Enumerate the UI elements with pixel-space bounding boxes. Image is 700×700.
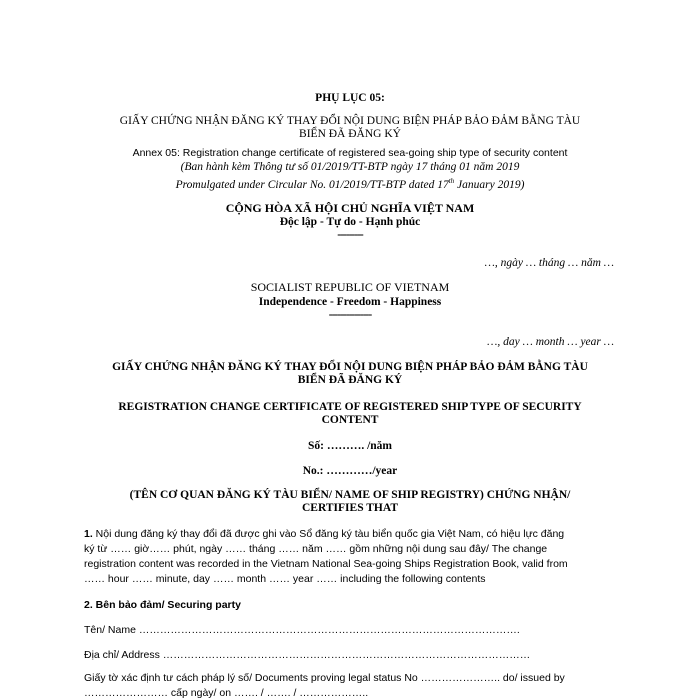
annex-title-en: Annex 05: Registration change certificate of registered sea-going ship type of security content [132,147,568,159]
certificate-title-en-line2: CONTENT [321,414,379,426]
annex-title-vi-line2: BIỂN ĐÃ ĐĂNG KÝ [299,128,401,140]
section2-heading: 2. Bên bảo đảm/ Securing party [84,599,241,611]
section1-line3: registration content was recorded in the Vietnam National Sea-going Ships Registration Book, valid from [84,558,568,570]
issued-note-en: Promulgated under Circular No. 01/2019/TT-BTP dated 17th January 2019) [175,177,525,191]
section1-line1: 1. Nội dung đăng ký thay đổi đã được ghi vào Sổ đăng ký tàu biển quốc gia Việt Nam, có hiệu lực đăng [84,528,565,540]
national-motto-en: Independence - Freedom - Happiness [258,296,442,308]
place-date-en: …, day … month … year … [487,336,614,348]
country-name-en: SOCIALIST REPUBLIC OF VIETNAM [250,280,450,294]
legal-status-line1: Giấy tờ xác định tư cách pháp lý số/ Documents proving legal status No ………………….. do/ issued by [84,672,565,684]
motto-rule-en: --------------- [328,309,372,321]
annex-title-vi-line1: GIẤY CHỨNG NHẬN ĐĂNG KÝ THAY ĐỔI NỘI DUNG BIỆN PHÁP BẢO ĐẢM BẰNG TÀU [119,115,581,127]
issuing-authority-line1: (TÊN CƠ QUAN ĐĂNG KÝ TÀU BIỂN/ NAME OF SHIP REGISTRY) CHỨNG NHẬN/ [129,489,571,501]
national-motto-vi: Độc lập - Tự do - Hạnh phúc [279,216,421,228]
certificate-title-en-line1: REGISTRATION CHANGE CERTIFICATE OF REGISTERED SHIP TYPE OF SECURITY [118,401,582,413]
certificate-title-vi-line2: BIỂN ĐÃ ĐĂNG KÝ [297,374,403,386]
legal-status-line2: …………………… cấp ngày/ on ……. / ……. / ……………….. [84,687,369,699]
certificate-number-vi: Số: ………. /năm [307,440,393,452]
certificate-number-en: No.: …………/year [302,465,398,477]
annex-label-vi: PHỤ LỤC 05: [315,92,385,104]
securing-party-address-field: Địa chỉ/ Address …………………………………………………………………………………………… [84,649,531,661]
issuing-authority-line2: CERTIFIES THAT [302,502,398,514]
certificate-title-vi-line1: GIẤY CHỨNG NHẬN ĐĂNG KÝ THAY ĐỔI NỘI DUNG BIỆN PHÁP BẢO ĐẢM BẰNG TÀU [112,361,588,373]
motto-rule-vi: --------- [337,229,363,241]
issued-note-vi: (Ban hành kèm Thông tư số 01/2019/TT-BTP ngày 17 tháng 01 năm 2019 [180,161,520,173]
place-date-vi: …, ngày … tháng … năm … [484,257,614,269]
section1-line2: ký từ …… giờ…… phút, ngày …… tháng …… năm …… gồm những nội dung sau đây/ The change [84,543,548,555]
country-name-vi: CỘNG HÒA XÃ HỘI CHỦ NGHĨA VIỆT NAM [225,201,475,215]
securing-party-name-field: Tên/ Name ………………………………………………………………………………………………. [84,624,520,636]
section1-line4: …… hour …… minute, day …… month …… year …… including the following contents [84,573,486,585]
